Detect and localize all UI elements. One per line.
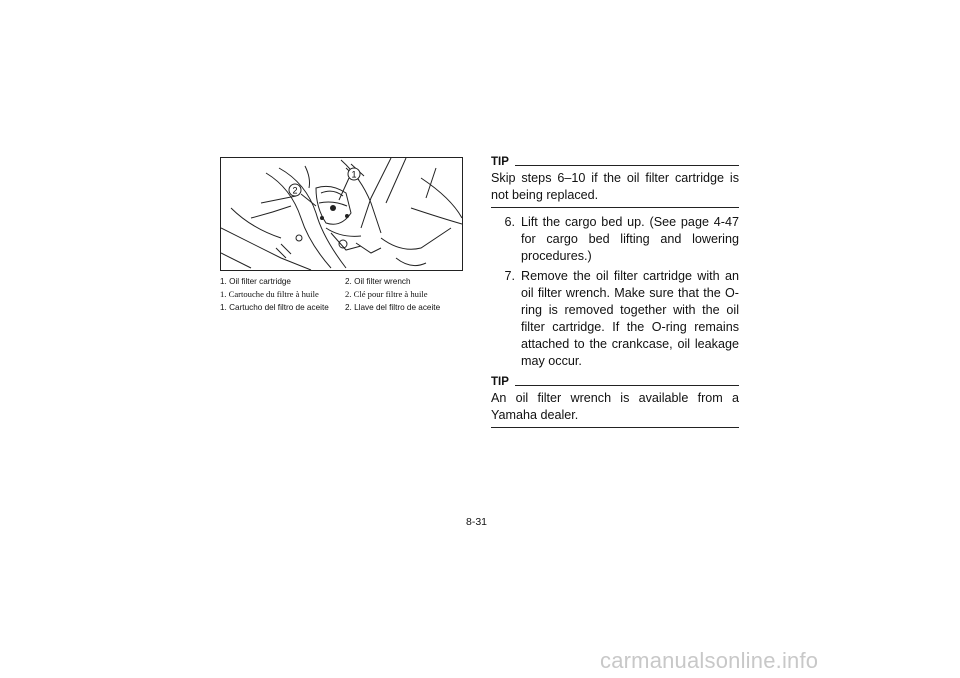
tip-heading-1: TIP (491, 156, 739, 168)
caption-row-english (220, 275, 470, 288)
tip-text-1: Skip steps 6–10 if the oil filter cartridge is not being replaced. (491, 171, 739, 202)
caption-oil-filter-cartridge: 1. Oil filter cartridge (220, 277, 291, 286)
oil-filter-illustration (220, 157, 463, 271)
steps-list (491, 214, 739, 370)
step-7 (491, 268, 739, 370)
caption-cle: 2. Clé pour filtre à huile (345, 289, 428, 299)
caption-cartouche: 1. Cartouche du filtre à huile (220, 289, 319, 299)
figure-captions (220, 275, 470, 314)
engine-line-drawing (221, 158, 462, 270)
step-number: 7. (504, 269, 515, 283)
tip-text-2: An oil filter wrench is available from a Yamaha dealer. (491, 391, 739, 422)
step-text: Remove the oil filter cartridge with an oil filter wrench. Make sure that the O-ring is removed together with the oil filter cartridge. If the O-ring remains attached to the crankcase, oil leakage may occur. (521, 269, 739, 368)
tip-heading-2: TIP (491, 376, 739, 388)
watermark-text: carmanualsonline.info (600, 648, 819, 673)
svg-text:2: 2 (292, 185, 298, 196)
tip-rule (515, 165, 739, 166)
step-number: 6. (504, 215, 515, 229)
tip-rule (515, 385, 739, 386)
caption-llave: 2. Llave del filtro de aceite (345, 303, 441, 312)
step-text: Lift the cargo bed up. (See page 4-47 for cargo bed lifting and lowering procedures.) (521, 215, 739, 263)
caption-oil-filter-wrench: 2. Oil filter wrench (345, 277, 411, 286)
tip-end-rule (491, 427, 739, 428)
caption-row-spanish (220, 301, 470, 314)
instructions-column (491, 156, 739, 428)
caption-cartucho: 1. Cartucho del filtro de aceite (220, 303, 329, 312)
step-6 (491, 214, 739, 265)
svg-text:1: 1 (351, 169, 357, 180)
page-number: 8-31 (466, 516, 488, 528)
caption-row-french (220, 288, 470, 301)
tip-end-rule (491, 207, 739, 208)
